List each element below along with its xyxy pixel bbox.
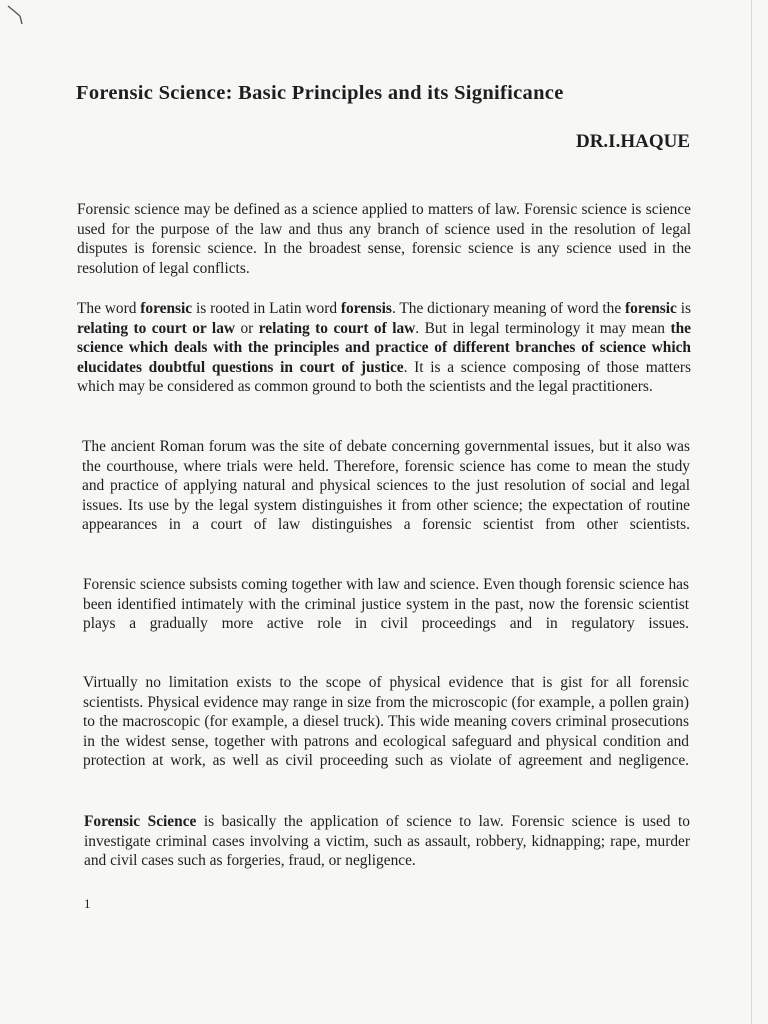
paragraph-definition: Forensic science may be defined as a science applied to matters of law. Forensic science is science used for the purpose of the law and thus any branch of science used in the resolution of legal disputes is forensic science. In the broadest sense, forensic science is any science used in the resolution of legal conflicts. bbox=[77, 201, 691, 277]
paragraph-etymology: The word forensic is rooted in Latin word forensis. The dictionary meaning of word the forensic is relating to court or law or relating to court of law. But in legal terminology it may mean the science which deals with the principles and practice of different branches of science which elucidates doubtful questions in court of justice. It is a science composing of those matters which may be considered as common ground to both the scientists and the legal practitioners. bbox=[77, 300, 692, 396]
document-title: Forensic Science: Basic Principles and its Significance bbox=[76, 82, 564, 104]
paragraph-roman-forum: The ancient Roman forum was the site of debate concerning governmental issues, but it also was the courthouse, where trials were held. Therefore, forensic science has come to mean the study and practice of applying natural and physical sciences to the just resolution of social and legal issues. Its use by the legal system distinguishes it from other science; the expectation of routine appearances in a court of law distinguishes a forensic scientist from other scientists. bbox=[82, 438, 690, 534]
paragraph-physical-evidence: Virtually no limitation exists to the scope of physical evidence that is gist for all forensic scientists. Physical evidence may range in size from the microscopic (for example, a pollen grain) to the macroscopic (for example, a diesel truck). This wide meaning covers criminal prosecutions in the widest sense, together with patrons and ecological safeguard and physical condition and protection at work, as well as civil proceeding such as violate of agreement and negligence. bbox=[83, 674, 689, 770]
document-author: DR.I.HAQUE bbox=[575, 131, 690, 152]
scan-mark-icon bbox=[4, 2, 40, 32]
paragraph-application: Forensic Science is basically the application of science to law. Forensic science is used to investigate criminal cases involving a victim, such as assault, robbery, kidnapping; rape, murder and civil cases such as forgeries, fraud, or negligence. bbox=[84, 813, 690, 870]
page-number: 1 bbox=[84, 896, 91, 911]
paragraph-law-and-science: Forensic science subsists coming together with law and science. Even though forensic science has been identified intimately with the criminal justice system in the past, now the forensic scientist plays a gradually more active role in civil proceedings and in regulatory issues. bbox=[83, 576, 689, 633]
page-edge-divider bbox=[751, 0, 752, 1024]
